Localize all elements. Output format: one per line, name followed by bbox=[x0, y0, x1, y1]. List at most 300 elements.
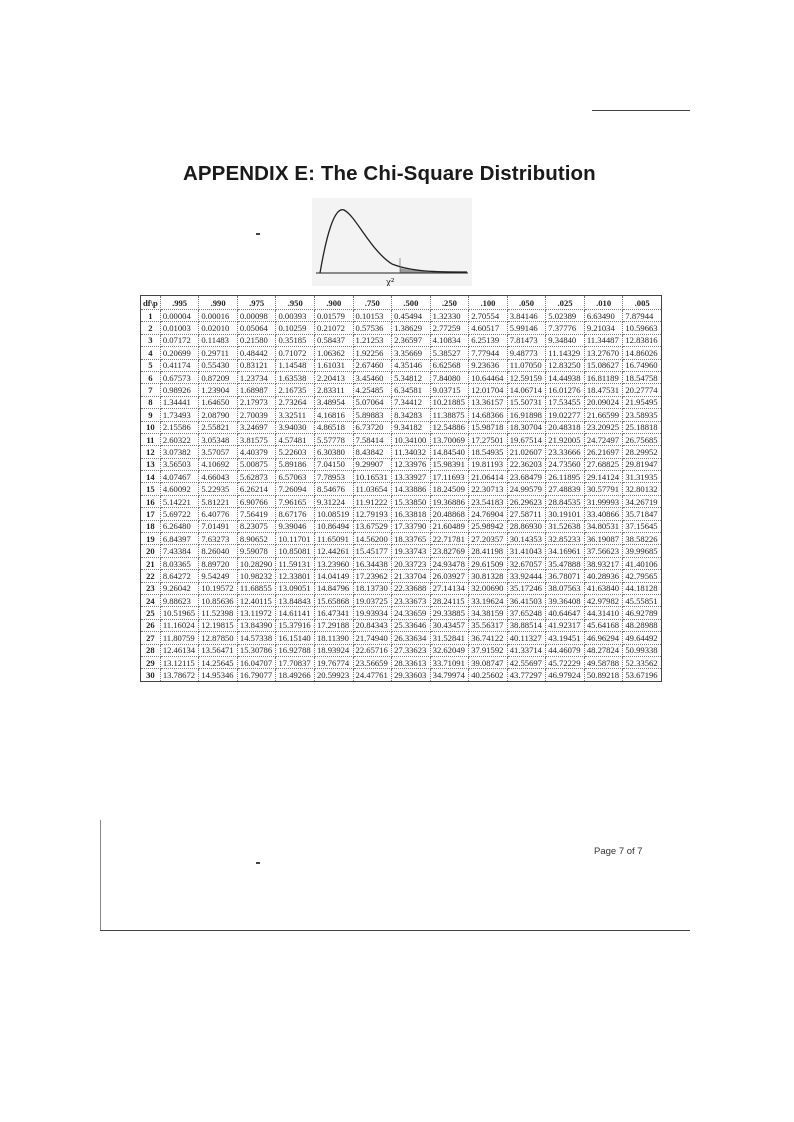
value-cell: 11.68855 bbox=[237, 582, 276, 594]
value-cell: 3.48954 bbox=[315, 396, 354, 408]
table-row bbox=[141, 582, 662, 594]
value-cell: 10.85081 bbox=[276, 545, 315, 557]
value-cell: 21.33704 bbox=[392, 570, 431, 582]
value-cell: 12.54886 bbox=[430, 421, 469, 433]
value-cell: 6.26480 bbox=[160, 520, 199, 532]
value-cell: 16.15140 bbox=[276, 632, 315, 644]
value-cell: 26.75685 bbox=[623, 433, 662, 445]
value-cell: 30.19101 bbox=[546, 508, 585, 520]
value-cell: 23.33666 bbox=[546, 446, 585, 458]
column-header: .900 bbox=[315, 296, 354, 310]
table-row bbox=[141, 421, 662, 433]
top-rule bbox=[592, 110, 690, 111]
value-cell: 34.16961 bbox=[546, 545, 585, 557]
value-cell: 10.98232 bbox=[237, 570, 276, 582]
value-cell: 14.84796 bbox=[315, 582, 354, 594]
value-cell: 9.29907 bbox=[353, 458, 392, 470]
value-cell: 5.89186 bbox=[276, 458, 315, 470]
value-cell: 0.29711 bbox=[199, 347, 238, 359]
value-cell: 2.70554 bbox=[469, 310, 508, 322]
value-cell: 16.47341 bbox=[315, 607, 354, 619]
value-cell: 46.92789 bbox=[623, 607, 662, 619]
value-cell: 4.25485 bbox=[353, 384, 392, 396]
value-cell: 17.11693 bbox=[430, 471, 469, 483]
table-row bbox=[141, 347, 662, 359]
value-cell: 4.60092 bbox=[160, 483, 199, 495]
value-cell: 2.60322 bbox=[160, 433, 199, 445]
value-cell: 31.41043 bbox=[507, 545, 546, 557]
value-cell: 25.98942 bbox=[469, 520, 508, 532]
value-cell: 14.04149 bbox=[315, 570, 354, 582]
value-cell: 35.71847 bbox=[623, 508, 662, 520]
value-cell: 24.76904 bbox=[469, 508, 508, 520]
value-cell: 46.96294 bbox=[584, 632, 623, 644]
df-cell: 29 bbox=[141, 656, 161, 668]
value-cell: 3.05348 bbox=[199, 433, 238, 445]
value-cell: 26.03927 bbox=[430, 570, 469, 582]
value-cell: 21.74940 bbox=[353, 632, 392, 644]
value-cell: 9.34840 bbox=[546, 334, 585, 346]
value-cell: 36.78071 bbox=[546, 570, 585, 582]
value-cell: 9.21034 bbox=[584, 322, 623, 334]
value-cell: 7.37776 bbox=[546, 322, 585, 334]
value-cell: 49.64492 bbox=[623, 632, 662, 644]
value-cell: 7.63273 bbox=[199, 533, 238, 545]
value-cell: 14.06714 bbox=[507, 384, 546, 396]
value-cell: 52.33562 bbox=[623, 656, 662, 668]
value-cell: 7.56419 bbox=[237, 508, 276, 520]
value-cell: 18.13730 bbox=[353, 582, 392, 594]
value-cell: 2.36597 bbox=[392, 334, 431, 346]
value-cell: 44.31410 bbox=[584, 607, 623, 619]
value-cell: 15.30786 bbox=[237, 644, 276, 656]
column-header: .995 bbox=[160, 296, 199, 310]
value-cell: 11.38875 bbox=[430, 409, 469, 421]
value-cell: 35.17246 bbox=[507, 582, 546, 594]
value-cell: 5.34812 bbox=[392, 371, 431, 383]
value-cell: 31.99993 bbox=[584, 495, 623, 507]
value-cell: 8.23075 bbox=[237, 520, 276, 532]
value-cell: 4.10692 bbox=[199, 458, 238, 470]
value-cell: 42.97982 bbox=[584, 594, 623, 606]
value-cell: 0.10259 bbox=[276, 322, 315, 334]
column-header: .050 bbox=[507, 296, 546, 310]
table-row bbox=[141, 557, 662, 569]
value-cell: 34.38159 bbox=[469, 607, 508, 619]
value-cell: 5.81221 bbox=[199, 495, 238, 507]
value-cell: 38.07563 bbox=[546, 582, 585, 594]
value-cell: 5.07064 bbox=[353, 396, 392, 408]
value-cell: 12.46134 bbox=[160, 644, 199, 656]
value-cell: 4.40379 bbox=[237, 446, 276, 458]
df-cell: 16 bbox=[141, 495, 161, 507]
table-row bbox=[141, 570, 662, 582]
value-cell: 24.99579 bbox=[507, 483, 546, 495]
value-cell: 4.86518 bbox=[315, 421, 354, 433]
value-cell: 2.15586 bbox=[160, 421, 199, 433]
value-cell: 3.24697 bbox=[237, 421, 276, 433]
value-cell: 0.00098 bbox=[237, 310, 276, 322]
value-cell: 10.51965 bbox=[160, 607, 199, 619]
df-cell: 12 bbox=[141, 446, 161, 458]
value-cell: 28.29952 bbox=[623, 446, 662, 458]
value-cell: 50.99338 bbox=[623, 644, 662, 656]
table-row bbox=[141, 520, 662, 532]
value-cell: 28.84535 bbox=[546, 495, 585, 507]
value-cell: 24.33659 bbox=[392, 607, 431, 619]
value-cell: 6.40776 bbox=[199, 508, 238, 520]
value-cell: 2.20413 bbox=[315, 371, 354, 383]
value-cell: 16.91898 bbox=[507, 409, 546, 421]
column-header: .250 bbox=[430, 296, 469, 310]
value-cell: 4.10834 bbox=[430, 334, 469, 346]
value-cell: 0.00016 bbox=[199, 310, 238, 322]
chi-square-table bbox=[140, 295, 662, 682]
value-cell: 33.92444 bbox=[507, 570, 546, 582]
value-cell: 25.18818 bbox=[623, 421, 662, 433]
table-row bbox=[141, 508, 662, 520]
df-cell: 10 bbox=[141, 421, 161, 433]
value-cell: 37.65248 bbox=[507, 607, 546, 619]
value-cell: 48.27824 bbox=[584, 644, 623, 656]
value-cell: 20.84343 bbox=[353, 619, 392, 631]
value-cell: 16.04707 bbox=[237, 656, 276, 668]
value-cell: 2.67460 bbox=[353, 359, 392, 371]
value-cell: 19.81193 bbox=[469, 458, 508, 470]
page-number: Page 7 of 7 bbox=[594, 846, 643, 857]
value-cell: 5.14221 bbox=[160, 495, 199, 507]
value-cell: 13.11972 bbox=[237, 607, 276, 619]
df-cell: 15 bbox=[141, 483, 161, 495]
value-cell: 49.58788 bbox=[584, 656, 623, 668]
value-cell: 0.55430 bbox=[199, 359, 238, 371]
value-cell: 23.33673 bbox=[392, 594, 431, 606]
value-cell: 2.83311 bbox=[315, 384, 354, 396]
value-cell: 2.70039 bbox=[237, 409, 276, 421]
value-cell: 10.11701 bbox=[276, 533, 315, 545]
value-cell: 27.58711 bbox=[507, 508, 546, 520]
value-cell: 45.55851 bbox=[623, 594, 662, 606]
value-cell: 6.73720 bbox=[353, 421, 392, 433]
value-cell: 15.08627 bbox=[584, 359, 623, 371]
value-cell: 48.28988 bbox=[623, 619, 662, 631]
value-cell: 13.36157 bbox=[469, 396, 508, 408]
table-row bbox=[141, 334, 662, 346]
df-cell: 27 bbox=[141, 632, 161, 644]
value-cell: 1.23904 bbox=[199, 384, 238, 396]
table-row bbox=[141, 371, 662, 383]
value-cell: 7.04150 bbox=[315, 458, 354, 470]
value-cell: 0.07172 bbox=[160, 334, 199, 346]
value-cell: 4.60517 bbox=[469, 322, 508, 334]
value-cell: 19.33743 bbox=[392, 545, 431, 557]
value-cell: 9.26042 bbox=[160, 582, 199, 594]
value-cell: 13.67529 bbox=[353, 520, 392, 532]
dash-mark bbox=[256, 862, 260, 864]
value-cell: 41.92317 bbox=[546, 619, 585, 631]
value-cell: 18.33765 bbox=[392, 533, 431, 545]
value-cell: 18.47531 bbox=[584, 384, 623, 396]
column-header: .025 bbox=[546, 296, 585, 310]
value-cell: 13.56471 bbox=[199, 644, 238, 656]
value-cell: 0.20699 bbox=[160, 347, 199, 359]
value-cell: 34.79974 bbox=[430, 669, 469, 681]
df-cell: 20 bbox=[141, 545, 161, 557]
value-cell: 0.67573 bbox=[160, 371, 199, 383]
value-cell: 17.27501 bbox=[469, 433, 508, 445]
value-cell: 10.19572 bbox=[199, 582, 238, 594]
value-cell: 1.73493 bbox=[160, 409, 199, 421]
table-row bbox=[141, 384, 662, 396]
value-cell: 11.59131 bbox=[276, 557, 315, 569]
value-cell: 14.44938 bbox=[546, 371, 585, 383]
value-cell: 5.02389 bbox=[546, 310, 585, 322]
value-cell: 7.81473 bbox=[507, 334, 546, 346]
value-cell: 1.06362 bbox=[315, 347, 354, 359]
value-cell: 18.49266 bbox=[276, 669, 315, 681]
value-cell: 24.93478 bbox=[430, 557, 469, 569]
table-row bbox=[141, 446, 662, 458]
value-cell: 0.48442 bbox=[237, 347, 276, 359]
value-cell: 23.68479 bbox=[507, 471, 546, 483]
value-cell: 12.40115 bbox=[237, 594, 276, 606]
table-row bbox=[141, 545, 662, 557]
df-cell: 11 bbox=[141, 433, 161, 445]
value-cell: 33.71091 bbox=[430, 656, 469, 668]
value-cell: 5.38527 bbox=[430, 347, 469, 359]
table-row bbox=[141, 396, 662, 408]
value-cell: 27.20357 bbox=[469, 533, 508, 545]
df-cell: 28 bbox=[141, 644, 161, 656]
value-cell: 9.34182 bbox=[392, 421, 431, 433]
value-cell: 8.89720 bbox=[199, 557, 238, 569]
value-cell: 9.88623 bbox=[160, 594, 199, 606]
value-cell: 35.56317 bbox=[469, 619, 508, 631]
value-cell: 20.48318 bbox=[546, 421, 585, 433]
value-cell: 0.01003 bbox=[160, 322, 199, 334]
bottom-rule bbox=[100, 930, 690, 931]
value-cell: 41.63840 bbox=[584, 582, 623, 594]
value-cell: 13.33927 bbox=[392, 471, 431, 483]
value-cell: 30.43457 bbox=[430, 619, 469, 631]
value-cell: 24.72497 bbox=[584, 433, 623, 445]
value-cell: 10.64464 bbox=[469, 371, 508, 383]
value-cell: 16.01276 bbox=[546, 384, 585, 396]
value-cell: 0.41174 bbox=[160, 359, 199, 371]
df-cell: 19 bbox=[141, 533, 161, 545]
value-cell: 29.33603 bbox=[392, 669, 431, 681]
value-cell: 10.85636 bbox=[199, 594, 238, 606]
table-row bbox=[141, 433, 662, 445]
value-cell: 0.87209 bbox=[199, 371, 238, 383]
value-cell: 26.29623 bbox=[507, 495, 546, 507]
value-cell: 28.41198 bbox=[469, 545, 508, 557]
table-row bbox=[141, 632, 662, 644]
value-cell: 22.36203 bbox=[507, 458, 546, 470]
value-cell: 10.59663 bbox=[623, 322, 662, 334]
value-cell: 7.87944 bbox=[623, 310, 662, 322]
table-row bbox=[141, 656, 662, 668]
value-cell: 12.33801 bbox=[276, 570, 315, 582]
value-cell: 8.43842 bbox=[353, 446, 392, 458]
value-cell: 20.33723 bbox=[392, 557, 431, 569]
value-cell: 12.83816 bbox=[623, 334, 662, 346]
value-cell: 33.40866 bbox=[584, 508, 623, 520]
df-cell: 5 bbox=[141, 359, 161, 371]
value-cell: 21.06414 bbox=[469, 471, 508, 483]
value-cell: 20.59923 bbox=[315, 669, 354, 681]
value-cell: 0.57536 bbox=[353, 322, 392, 334]
value-cell: 9.03715 bbox=[430, 384, 469, 396]
value-cell: 21.60489 bbox=[430, 520, 469, 532]
value-cell: 32.00690 bbox=[469, 582, 508, 594]
value-cell: 18.54935 bbox=[469, 446, 508, 458]
value-cell: 43.19451 bbox=[546, 632, 585, 644]
value-cell: 17.33790 bbox=[392, 520, 431, 532]
value-cell: 6.30380 bbox=[315, 446, 354, 458]
value-cell: 12.79193 bbox=[353, 508, 392, 520]
value-cell: 16.74960 bbox=[623, 359, 662, 371]
df-cell: 25 bbox=[141, 607, 161, 619]
value-cell: 39.36408 bbox=[546, 594, 585, 606]
value-cell: 14.84540 bbox=[430, 446, 469, 458]
df-cell: 7 bbox=[141, 384, 161, 396]
value-cell: 10.08519 bbox=[315, 508, 354, 520]
table-row bbox=[141, 359, 662, 371]
value-cell: 21.02607 bbox=[507, 446, 546, 458]
value-cell: 11.91222 bbox=[353, 495, 392, 507]
value-cell: 25.33646 bbox=[392, 619, 431, 631]
value-cell: 7.43384 bbox=[160, 545, 199, 557]
value-cell: 16.92788 bbox=[276, 644, 315, 656]
value-cell: 0.83121 bbox=[237, 359, 276, 371]
value-cell: 5.99146 bbox=[507, 322, 546, 334]
value-cell: 0.10153 bbox=[353, 310, 392, 322]
value-cell: 14.57338 bbox=[237, 632, 276, 644]
value-cell: 7.26094 bbox=[276, 483, 315, 495]
value-cell: 32.67057 bbox=[507, 557, 546, 569]
value-cell: 32.62049 bbox=[430, 644, 469, 656]
value-cell: 14.86026 bbox=[623, 347, 662, 359]
value-cell: 20.48868 bbox=[430, 508, 469, 520]
value-cell: 8.64272 bbox=[160, 570, 199, 582]
value-cell: 26.33634 bbox=[392, 632, 431, 644]
value-cell: 11.52398 bbox=[199, 607, 238, 619]
value-cell: 43.77297 bbox=[507, 669, 546, 681]
value-cell: 15.37916 bbox=[276, 619, 315, 631]
table-row bbox=[141, 644, 662, 656]
value-cell: 11.16024 bbox=[160, 619, 199, 631]
value-cell: 12.33976 bbox=[392, 458, 431, 470]
value-cell: 39.08747 bbox=[469, 656, 508, 668]
value-cell: 38.93217 bbox=[584, 557, 623, 569]
value-cell: 7.96165 bbox=[276, 495, 315, 507]
value-cell: 10.16531 bbox=[353, 471, 392, 483]
value-cell: 13.84843 bbox=[276, 594, 315, 606]
value-cell: 23.56659 bbox=[353, 656, 392, 668]
value-cell: 18.24509 bbox=[430, 483, 469, 495]
value-cell: 26.21697 bbox=[584, 446, 623, 458]
value-cell: 0.58437 bbox=[315, 334, 354, 346]
column-header: .990 bbox=[199, 296, 238, 310]
value-cell: 19.02277 bbox=[546, 409, 585, 421]
value-cell: 0.05064 bbox=[237, 322, 276, 334]
value-cell: 13.12115 bbox=[160, 656, 199, 668]
dash-mark bbox=[256, 233, 260, 235]
value-cell: 45.72229 bbox=[546, 656, 585, 668]
value-cell: 6.84397 bbox=[160, 533, 199, 545]
value-cell: 6.62568 bbox=[430, 359, 469, 371]
value-cell: 27.68825 bbox=[584, 458, 623, 470]
value-cell: 18.54758 bbox=[623, 371, 662, 383]
value-cell: 8.26040 bbox=[199, 545, 238, 557]
value-cell: 15.33850 bbox=[392, 495, 431, 507]
value-cell: 37.91592 bbox=[469, 644, 508, 656]
column-header: .010 bbox=[584, 296, 623, 310]
column-header: .100 bbox=[469, 296, 508, 310]
table-row bbox=[141, 669, 662, 681]
value-cell: 0.01579 bbox=[315, 310, 354, 322]
value-cell: 14.25645 bbox=[199, 656, 238, 668]
value-cell: 18.30704 bbox=[507, 421, 546, 433]
value-cell: 10.28290 bbox=[237, 557, 276, 569]
value-cell: 4.07467 bbox=[160, 471, 199, 483]
value-cell: 14.61141 bbox=[276, 607, 315, 619]
value-cell: 12.83250 bbox=[546, 359, 585, 371]
df-cell: 24 bbox=[141, 594, 161, 606]
df-cell: 26 bbox=[141, 619, 161, 631]
value-cell: 27.33623 bbox=[392, 644, 431, 656]
value-cell: 1.23734 bbox=[237, 371, 276, 383]
value-cell: 40.28936 bbox=[584, 570, 623, 582]
value-cell: 12.19815 bbox=[199, 619, 238, 631]
value-cell: 14.33886 bbox=[392, 483, 431, 495]
value-cell: 4.16816 bbox=[315, 409, 354, 421]
value-cell: 11.65091 bbox=[315, 533, 354, 545]
value-cell: 26.11895 bbox=[546, 471, 585, 483]
value-cell: 2.08790 bbox=[199, 409, 238, 421]
value-cell: 16.79077 bbox=[237, 669, 276, 681]
value-cell: 0.11483 bbox=[199, 334, 238, 346]
value-cell: 50.89218 bbox=[584, 669, 623, 681]
value-cell: 31.52841 bbox=[430, 632, 469, 644]
value-cell: 15.98718 bbox=[469, 421, 508, 433]
value-cell: 0.21580 bbox=[237, 334, 276, 346]
header-row bbox=[141, 296, 662, 310]
value-cell: 14.56200 bbox=[353, 533, 392, 545]
value-cell: 40.25602 bbox=[469, 669, 508, 681]
value-cell: 9.39046 bbox=[276, 520, 315, 532]
value-cell: 1.34441 bbox=[160, 396, 199, 408]
value-cell: 8.34283 bbox=[392, 409, 431, 421]
value-cell: 10.34100 bbox=[392, 433, 431, 445]
value-cell: 0.71072 bbox=[276, 347, 315, 359]
value-cell: 3.07382 bbox=[160, 446, 199, 458]
df-cell: 30 bbox=[141, 669, 161, 681]
value-cell: 6.34581 bbox=[392, 384, 431, 396]
value-cell: 29.33885 bbox=[430, 607, 469, 619]
value-cell: 13.27670 bbox=[584, 347, 623, 359]
value-cell: 39.99685 bbox=[623, 545, 662, 557]
value-cell: 37.56623 bbox=[584, 545, 623, 557]
value-cell: 4.35146 bbox=[392, 359, 431, 371]
value-cell: 21.92005 bbox=[546, 433, 585, 445]
value-cell: 17.53455 bbox=[546, 396, 585, 408]
value-cell: 18.11390 bbox=[315, 632, 354, 644]
value-cell: 3.32511 bbox=[276, 409, 315, 421]
value-cell: 32.80132 bbox=[623, 483, 662, 495]
value-cell: 0.02010 bbox=[199, 322, 238, 334]
